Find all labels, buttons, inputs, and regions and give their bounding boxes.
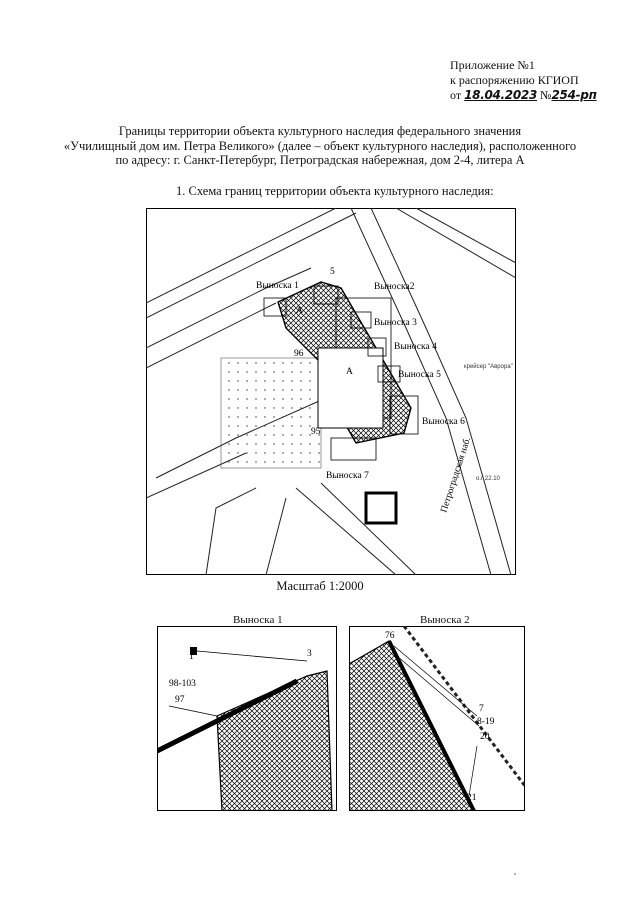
boundary-map (146, 208, 516, 575)
callout-label-7: Выноска 7 (326, 471, 369, 481)
callout2-title: Выноска 2 (420, 614, 470, 626)
letter-a-2: А (346, 367, 353, 377)
c2-label-8-19: 8-19 (477, 717, 495, 727)
point-label-96: 96 (294, 349, 304, 359)
point-label-95: 95 (311, 427, 321, 437)
c2-label-20: 20 (480, 732, 490, 742)
callout-label-2: Выноска2 (374, 282, 415, 292)
point-label-5: 5 (330, 267, 335, 277)
document-title (30, 124, 610, 168)
title-line-1: Границы территории объекта культурного наследия федерального значения (118, 124, 522, 138)
c2-label-7: 7 (479, 704, 484, 714)
order-date-line (450, 88, 600, 103)
letter-a-1: А (296, 306, 303, 316)
title-line-2: «Училищный дом им. Петра Великого» (далее – объект культурного наследия), расположенного (63, 138, 577, 153)
date-prefix: от (450, 88, 462, 102)
street-label: Петроградская наб. (439, 435, 474, 514)
order-date: 18.04.2023 (464, 88, 538, 102)
elevation-label: о.г 22.10 (476, 476, 500, 482)
c1-label-1: 1 (189, 652, 194, 662)
dotted-block (221, 358, 321, 468)
order-reference: к распоряжению КГИОП (450, 73, 579, 87)
scan-speck (514, 873, 516, 875)
appendix-header (450, 58, 600, 103)
c2-label-21: 21 (467, 793, 477, 803)
number-prefix: № (540, 88, 552, 102)
callout2-map (349, 626, 525, 811)
callout-label-4: Выноска 4 (394, 342, 437, 352)
title-line-3: по адресу: г. Санкт-Петербург, Петроградская набережная, дом 2-4, литера А (115, 153, 525, 167)
callout-label-6: Выноска 6 (422, 417, 465, 427)
cruiser-label: крейсер "Аврора" (464, 364, 513, 370)
map-scale: Масштаб 1:2000 (276, 579, 364, 593)
callout1-title: Выноска 1 (233, 614, 283, 626)
callout-label-3: Выноска 3 (374, 318, 417, 328)
callout-label-1: Выноска 1 (256, 281, 299, 291)
c1-label-98-103: 98-103 (169, 679, 196, 689)
c2-label-76: 76 (385, 631, 395, 641)
section-heading: 1. Схема границ территории объекта культурного наследия: (176, 184, 494, 198)
order-number: 254-рп (551, 88, 597, 102)
heritage-building (318, 348, 383, 428)
c1-label-97: 97 (175, 695, 185, 705)
c1-label-3: 3 (307, 649, 312, 659)
callout1-map (157, 626, 337, 811)
callout-label-5: Выноска 5 (398, 370, 441, 380)
appendix-label: Приложение №1 (450, 58, 535, 72)
